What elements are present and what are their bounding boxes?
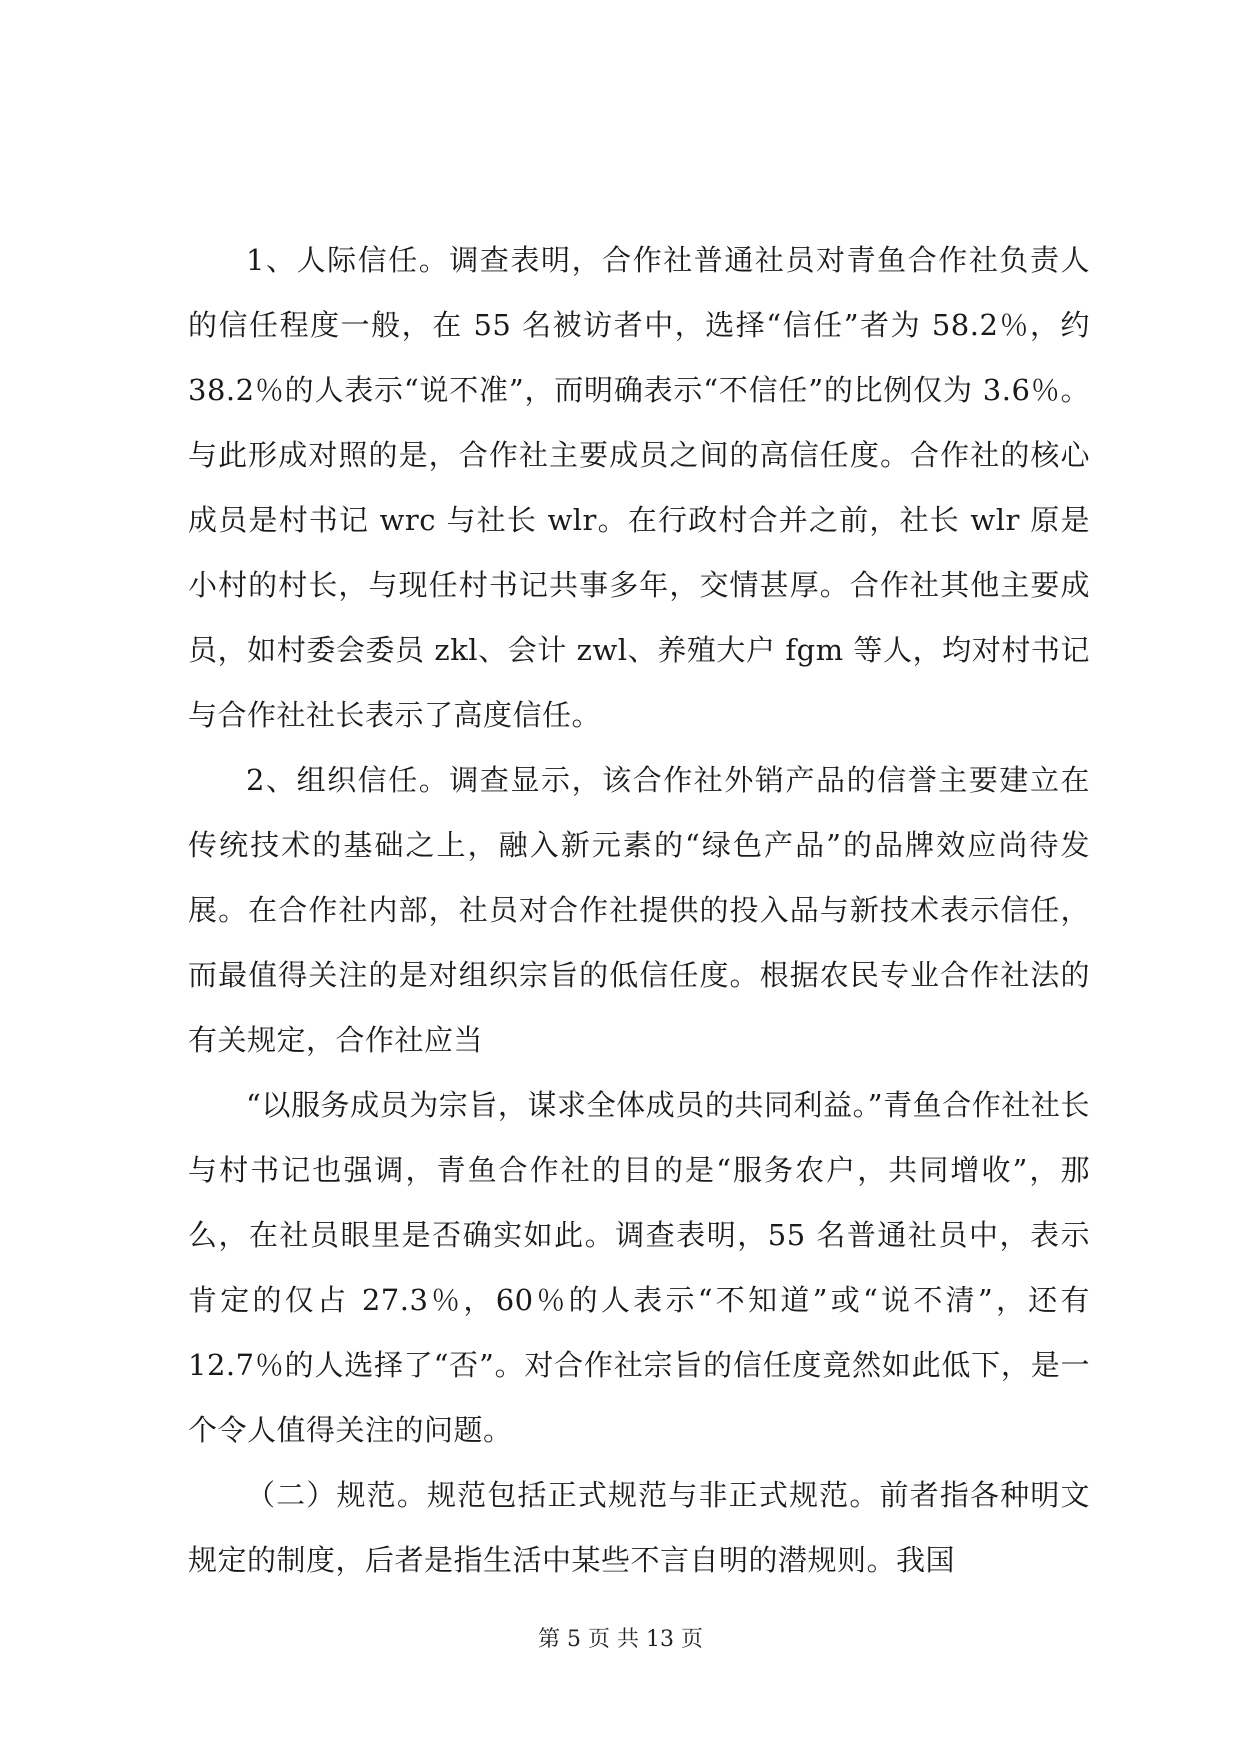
paragraph-interpersonal-trust: 1、人际信任。调查表明，合作社普通社员对青鱼合作社负责人的信任程度一般，在 55 名被访者中，选择“信任”者为 58.2％，约 38.2％的人表示“说不准”，而明确表示“不信任”的比例仅为 3.6％。与此形成对照的是，合作社主要成员之间的高信任度。合作社的核心成员是村书记 wrc 与社长 wlr。在行政村合并之前，社长 wlr 原是小村的村长，与现任村书记共事多年，交情甚厚。合作社其他主要成员，如村委会委员 zkl、会计 zwl、养殖大户 fgm 等人，均对村书记与合作社社长表示了高度信任。	[188, 243, 1090, 732]
paragraph-cooperative-purpose: “以服务成员为宗旨，谋求全体成员的共同利益。”青鱼合作社社长与村书记也强调，青鱼合作社的目的是“服务农户，共同增收”，那么，在社员眼里是否确实如此。调查表明，55 名普通社员中，表示肯定的仅占 27.3％，60％的人表示“不知道”或“说不清”，还有 12.7％的人选择了“否”。对合作社宗旨的信任度竟然如此低下，是一个令人值得关注的问题。	[188, 1088, 1090, 1447]
page-footer: 第 5 页 共 13 页	[538, 1627, 703, 1652]
paragraph-organizational-trust: 2、组织信任。调查显示，该合作社外销产品的信誉主要建立在传统技术的基础之上，融入新元素的“绿色产品”的品牌效应尚待发展。在合作社内部，社员对合作社提供的投入品与新技术表示信任，而最值得关注的是对组织宗旨的低信任度。根据农民专业合作社法的有关规定，合作社应当	[188, 763, 1090, 1057]
body-text	[188, 228, 1090, 1593]
paragraph-norms: （二）规范。规范包括正式规范与非正式规范。前者指各种明文规定的制度，后者是指生活中某些不言自明的潜规则。我国	[188, 1478, 1090, 1577]
